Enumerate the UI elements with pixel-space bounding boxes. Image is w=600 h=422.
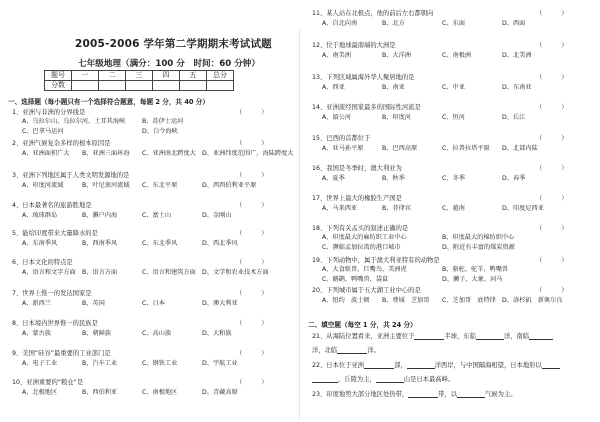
score-header-cell: 题号 [45,71,72,81]
score-cell[interactable] [126,81,153,91]
question-13-option-d[interactable]: D、东南亚 [502,84,532,91]
question-20-option-b[interactable]: B、费城 芝加哥 [382,297,430,304]
question-19-answer-slot[interactable]: （ ） [536,257,568,264]
question-3-answer-slot[interactable]: （ ） [236,172,268,179]
question-13-option-a[interactable]: A、西亚 [322,84,345,91]
question-6-option-b[interactable]: B、语言方面 [82,269,118,276]
question-7-answer-slot[interactable]: （ ） [236,290,268,297]
question-20-answer-slot[interactable]: （ ） [536,287,568,294]
question-17-option-c[interactable]: C、越南 [442,205,465,212]
fill-text: 气候为主。 [485,391,517,398]
score-header-cell: 二 [99,71,126,81]
question-19-stem: 19、下列动物中，属于澳大利亚特有的动物是 [312,257,440,264]
question-14-answer-slot[interactable]: （ ） [536,104,568,111]
question-20-option-d[interactable]: D、洛杉矶 新奥尔良 [502,297,563,304]
question-10-option-b[interactable]: B、西伯利亚 [82,389,118,396]
question-7-option-a[interactable]: A、新西兰 [22,300,51,307]
question-2-option-d[interactable]: D、亚洲纬度范围广，海陆跨度大 [202,150,294,157]
question-5-option-b[interactable]: B、西南季风 [82,240,118,247]
question-9-option-b[interactable]: B、汽车工业 [82,360,118,367]
question-11-answer-slot[interactable]: （ ） [536,10,568,17]
question-12-stem: 12、位于地球最南端的大洲是 [312,42,396,49]
fill-text: 洋，南临 [503,333,530,340]
question-2-stem: 2、亚洲气候复杂多样的根本原因是 [12,140,111,147]
question-5-answer-slot[interactable]: （ ） [236,230,268,237]
fill-text: 洋。 [367,347,380,354]
question-3-option-c[interactable]: C、东北平原 [142,182,178,189]
question-19-option-c[interactable]: C、鸸鹋、鸭嘴兽、袋鼠 [322,276,389,283]
question-11-option-a[interactable]: A、自北向南 [322,20,358,27]
question-3-option-b[interactable]: B、叶尼塞河流域 [82,182,130,189]
fill-blank[interactable] [376,376,404,383]
question-8-option-a[interactable]: A、蒙古族 [22,330,51,337]
question-6-option-c[interactable]: C、语言和建筑方面 [142,269,196,276]
score-header-cell: 三 [126,71,153,81]
question-15-option-d[interactable]: D、北部内陆 [502,145,538,152]
question-14-option-a[interactable]: A、湄公河 [322,114,351,121]
question-5-option-c[interactable]: C、东北季风 [142,240,178,247]
question-13-option-b[interactable]: B、南亚 [382,84,405,91]
question-10-option-d[interactable]: D、青藏高原 [202,389,238,396]
fill-blank[interactable] [542,362,560,369]
question-15-option-a[interactable]: A、亚马孙平原 [322,145,364,152]
question-9-stem: 9、美国“硅谷”最重要的工业部门是 [12,350,111,357]
question-16-answer-slot[interactable]: （ ） [536,165,568,172]
fill-text: ，丘陵为主， [338,376,376,383]
question-10-option-a[interactable]: A、北极地区 [22,389,58,396]
question-15-option-c[interactable]: C、拉普拉塔平原 [442,145,490,152]
question-13-option-c[interactable]: C、中亚 [442,84,465,91]
question-1-answer-slot[interactable]: （ ） [236,109,268,116]
score-header-cell: 一 [72,71,99,81]
question-1-option-b[interactable]: B、苏伊士运河 [142,118,184,125]
score-table [44,70,234,91]
question-8-option-b[interactable]: B、朝鲜族 [82,330,111,337]
question-16-option-b[interactable]: B、秋季 [382,175,405,182]
exam-title: 2005-2006 学年第二学期期末考试试题 [75,38,272,50]
question-17-option-d[interactable]: D、印度尼西亚 [502,205,544,212]
score-cell[interactable] [153,81,180,91]
score-value-row [45,81,234,91]
score-cell[interactable] [207,81,234,91]
fill-blank[interactable] [312,376,338,383]
question-6-stem: 6、日本文化的特点是 [12,259,73,266]
question-8-answer-slot[interactable]: （ ） [236,320,268,327]
question-17-stem: 17、世界上最大的橡胶生产国是 [312,195,402,202]
fill-line-1 [312,331,553,340]
question-6-option-a[interactable]: A、语言和文字方面 [22,269,76,276]
question-3-stem: 3、亚洲下列地区属于人类文明发源地的是 [12,172,130,179]
question-5-stem: 5、能给印度带来大量降水的是 [12,230,98,237]
fill-blank[interactable] [407,362,435,369]
question-12-option-d[interactable]: D、北美洲 [502,52,532,59]
question-19-option-b[interactable]: B、骆驼、驼羊、鸭嘴兽 [442,266,509,273]
fill-line-2 [312,345,380,354]
question-1-option-c[interactable]: C、巴拿马运河 [22,128,64,135]
question-3-option-d[interactable]: D、西西伯利亚平原 [202,182,257,189]
fill-text: 半球，东临 [444,333,476,340]
question-2-option-b[interactable]: B、亚洲三面环海 [82,150,130,157]
question-16-option-c[interactable]: C、冬季 [442,175,465,182]
question-14-option-c[interactable]: C、恒河 [442,114,465,121]
question-4-option-a[interactable]: A、琉球群岛 [22,212,58,219]
question-18-answer-slot[interactable]: （ ） [536,225,568,232]
question-8-option-d[interactable]: D、大和族 [202,330,232,337]
question-1-option-d[interactable]: D、白令海峡 [142,128,178,135]
question-3-option-a[interactable]: A、印度河流域 [22,182,64,189]
question-6-option-d[interactable]: D、文学和农业技术方面 [202,269,269,276]
fill-text: 洋西岸，与中国隔海相望，日本地形以 [434,362,542,369]
question-4-option-b[interactable]: B、濑户内海 [82,212,118,219]
question-16-option-d[interactable]: D、春季 [502,175,526,182]
fill-text: 21、从海陆位置看来，亚洲主要位于 [312,333,415,340]
question-20-option-a[interactable]: A、纽约 波士顿 [322,297,370,304]
question-4-option-c[interactable]: C、富士山 [142,212,172,219]
question-18-option-d[interactable]: D、附近有丰富的煤炭资源 [442,244,515,251]
score-header-row [45,71,234,81]
column-divider [299,30,300,420]
question-11-option-c[interactable]: C、东面 [442,20,465,27]
question-6-answer-slot[interactable]: （ ） [236,259,268,266]
fill-text: 带，以 [438,391,458,398]
fill-line-4 [312,374,454,383]
fill-text: 山是日本最高峰。 [403,376,455,383]
question-9-option-a[interactable]: A、电子工业 [22,360,58,367]
fill-blank[interactable] [529,333,553,340]
score-cell[interactable] [72,81,99,91]
question-10-stem: 10、亚洲重要的“粮仓”是 [12,379,84,386]
question-9-answer-slot[interactable]: （ ） [236,350,268,357]
question-16-stem: 16、我国是冬季时，澳大利亚为 [312,165,402,172]
question-20-stem: 20、下列城市属于五大湖工业中心的是 [312,287,421,294]
section-1-heading: 一、选择题（每小题只有一个选择符合题意，每题 2 分，共 40 分） [8,98,209,106]
question-11-option-d[interactable]: D、西面 [502,20,526,27]
question-9-option-d[interactable]: D、宇航工业 [202,360,238,367]
question-17-option-b[interactable]: B、菲律宾 [382,205,411,212]
question-19-option-d[interactable]: D、狮子、大象、河马 [442,276,503,283]
question-18-option-c[interactable]: C、濒临孟加拉湾的港口城市 [322,244,401,251]
question-14-option-d[interactable]: D、长江 [502,114,526,121]
fill-blank[interactable] [476,333,504,340]
question-2-option-c[interactable]: C、亚洲南北跨度大 [142,150,196,157]
score-header-cell: 四 [153,71,180,81]
question-18-stem: 18、下列有关孟买的叙述正确的是 [312,225,409,232]
question-4-answer-slot[interactable]: （ ） [236,202,268,209]
question-1-option-a[interactable]: A、乌拉尔山、乌拉尔河、土耳其海峡 [22,118,126,125]
question-12-answer-slot[interactable]: （ ） [536,42,568,49]
question-2-answer-slot[interactable]: （ ） [236,140,268,147]
fill-line-3 [312,360,560,369]
top-rule [10,0,592,1]
question-7-stem: 7、世界上惟一的发达国家是 [12,290,92,297]
fill-blank[interactable] [457,391,485,398]
question-10-answer-slot[interactable]: （ ） [236,379,268,386]
question-10-option-c[interactable]: C、南极地区 [142,389,178,396]
score-header-cell: 五 [180,71,207,81]
score-header-cell: 总分 [207,71,234,81]
question-9-option-c[interactable]: C、钢铁工业 [142,360,178,367]
score-cell[interactable] [180,81,207,91]
fill-blank[interactable] [414,333,444,340]
fill-line-5 [312,389,517,398]
fill-text: 23、印度地势大部分地区处热带， [312,391,409,398]
question-4-option-d[interactable]: D、金刚山 [202,212,232,219]
section-2-heading: 二、填空题（每空 1 分，共 24 分） [308,321,417,329]
question-8-option-c[interactable]: C、高山族 [142,330,172,337]
question-15-answer-slot[interactable]: （ ） [536,135,568,142]
question-19-option-a[interactable]: A、大食蚁兽、巨嘴鸟、美洲虎 [322,266,407,273]
score-cell[interactable] [99,81,126,91]
question-14-option-b[interactable]: B、印度河 [382,114,411,121]
fill-blank[interactable] [408,391,438,398]
question-17-answer-slot[interactable]: （ ） [536,195,568,202]
score-row-label: 分数 [45,81,72,91]
question-1-stem: 1、亚洲与非洲的分界线是 [12,109,86,116]
question-5-option-d[interactable]: D、西北季风 [202,240,238,247]
question-13-answer-slot[interactable]: （ ） [536,74,568,81]
question-15-option-b[interactable]: B、巴西高原 [382,145,418,152]
fill-text: 洋，北临 [312,347,338,354]
exam-subtitle: 七年级地理（满分：100 分 时间：60 分钟） [78,59,260,69]
question-7-option-c[interactable]: C、日本 [142,300,165,307]
question-15-stem: 15、巴西的首都位于 [312,135,371,142]
question-4-stem: 4、日本最著名的旅游胜地是 [12,202,92,209]
question-2-option-a[interactable]: A、亚洲面积广大 [22,150,70,157]
question-20-option-c[interactable]: C、芝加哥 底特律 [442,297,496,304]
question-17-option-a[interactable]: A、马来西亚 [322,205,358,212]
fill-text: 部， [394,362,407,369]
question-8-stem: 8、日本境内世界惟一的民族是 [12,320,98,327]
question-18-option-b[interactable]: B、印度最大的棉纺织中心 [442,234,515,241]
question-13-stem: 13、下列区域属海外华人聚居地的是 [312,74,415,81]
question-16-option-a[interactable]: A、夏季 [322,175,345,182]
fill-blank[interactable] [337,347,367,354]
question-7-option-d[interactable]: D、澳大利亚 [202,300,238,307]
question-12-option-a[interactable]: A、南美洲 [322,52,351,59]
fill-text: 22、日本位于亚洲 [312,362,365,369]
question-11-option-b[interactable]: B、北方 [382,20,405,27]
question-12-option-c[interactable]: C、南极洲 [442,52,472,59]
fill-blank[interactable] [364,362,394,369]
question-11-stem: 11、某人站在北极点，他的前后左右都朝向 [312,10,434,17]
question-5-option-a[interactable]: A、东南季风 [22,240,58,247]
question-18-option-a[interactable]: A、印度最大的麻纺织工业中心 [322,234,407,241]
question-14-stem: 14、亚洲流经国家最多的国际性河流是 [312,104,421,111]
question-7-option-b[interactable]: B、英国 [82,300,105,307]
question-12-option-b[interactable]: B、大洋洲 [382,52,411,59]
